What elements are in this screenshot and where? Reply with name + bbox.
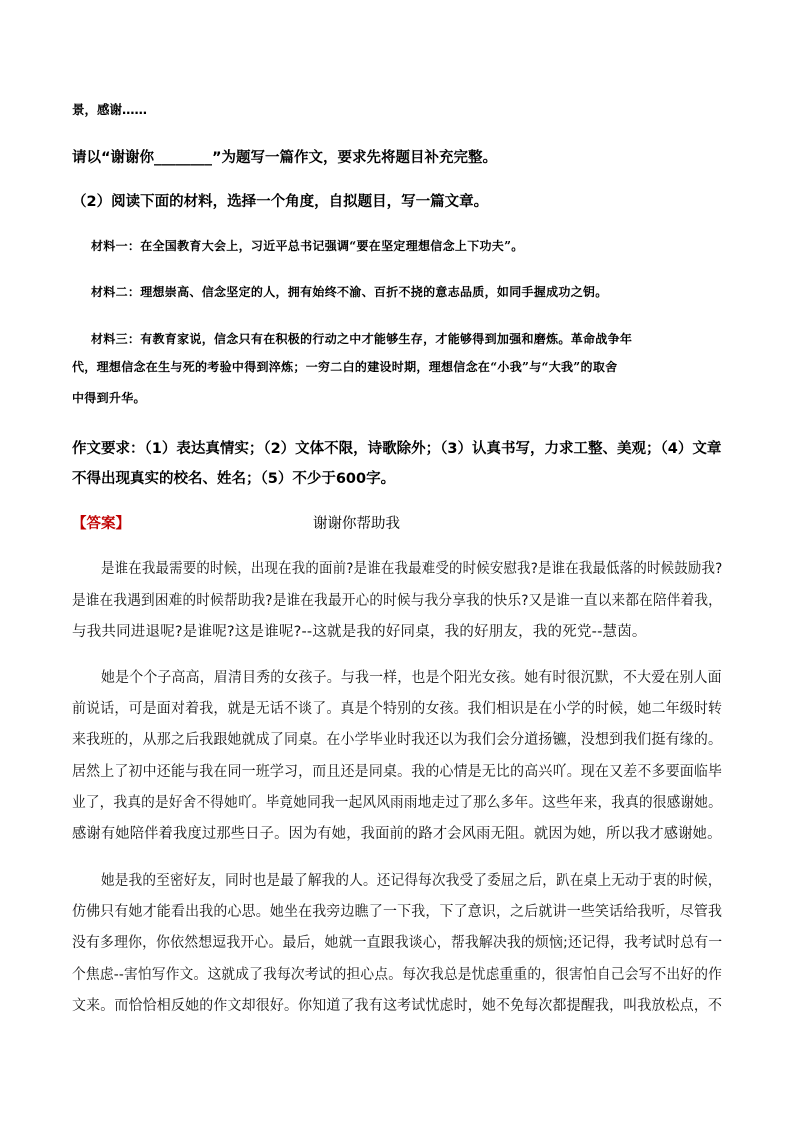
requirements-line-1: 作文要求：（1）表达真情实；（2）文体不限，诗歌除外；（3）认真书写，力求工整、美观；（4）文章 (72, 441, 722, 457)
material-3-line-2: 代，理想信念在生与死的考验中得到淬炼；一穷二白的建设时期，理想信念在“小我”与“大我”的取舍 (72, 360, 618, 374)
para3-line-2: 仿佛只有她才能看出我的心思。她坐在我旁边瞧了一下我，下了意识，之后就讲一些笑话给我听，尽管我 (72, 904, 723, 920)
para2-line-3: 来我班的，从那之后我跟她就成了同桌。在小学毕业时我还以为我们会分道扬镳，没想到我们挺有缘的。 (72, 732, 723, 748)
requirements-line-2: 不得出现真实的校名、姓名；（5）不少于600字。 (72, 471, 396, 487)
para3-line-3: 没有多理你，你依然想逗我开心。最后，她就一直跟我谈心，帮我解决我的烦恼;还记得，我考试时总有一 (72, 935, 723, 951)
para3-line-1: 她是我的至密好友，同时也是最了解我的人。还记得每次我受了委屈之后，趴在桌上无动于衷的时候， (101, 873, 722, 889)
para2-line-2: 前说话，可是面对着我，就是无话不谈了。真是个特别的女孩。我们相识是在小学的时候，她二年级时转 (72, 701, 723, 717)
para2-line-1: 她是个个子高高，眉清目秀的女孩子。与我一样，也是个阳光女孩。她有时很沉默，不大爱在别人面 (101, 670, 722, 686)
para2-line-5: 业了，我真的是好舍不得她吖。毕竟她同我一起风风雨雨地走过了那么多年。这些年来，我真的很感谢她。 (72, 795, 722, 811)
material-1: 材料一：在全国教育大会上，习近平总书记强调“要在坚定理想信念上下功夫”。 (91, 239, 524, 253)
prompt-1: 请以“谢谢你________”为题写一篇作文，要求先将题目补充完整。 (72, 150, 498, 166)
para3-line-5: 文来。而恰恰相反她的作文却很好。你知道了我有这考试忧虑时，她不免每次都提醒我，叫我放松点，不 (72, 998, 723, 1014)
para1-line-1: 是谁在我最需要的时候，出现在我的面前?是谁在我最难受的时候安慰我?是谁在我最低落的时候鼓励我? (101, 561, 723, 577)
intro-tail-text: 景，感谢…… (72, 102, 148, 117)
para3-line-4: 个焦虑--害怕写作文。这就成了我每次考试的担心点。每次我总是忧虑重重的，很害怕自己会写不出好的作 (72, 967, 723, 983)
material-3-line-3: 中得到升华。 (72, 391, 146, 405)
prompt-2: （2）阅读下面的材料，选择一个角度，自拟题目，写一篇文章。 (72, 194, 489, 210)
material-2: 材料二：理想崇高、信念坚定的人，拥有始终不渝、百折不挠的意志品质，如同手握成功之钥。 (91, 285, 608, 299)
para1-line-2: 是谁在我遇到困难的时候帮助我?是谁在我最开心的时候与我分享我的快乐?又是谁一直以来都在陪伴着我， (72, 593, 722, 609)
para2-line-6: 感谢有她陪伴着我度过那些日子。因为有她，我面前的路才会风雨无阻。就因为她，所以我才感谢她。 (72, 826, 722, 842)
para1-line-3: 与我共同进退呢?是谁呢?这是谁呢?--这就是我的好同桌，我的好朋友，我的死党--慧茵。 (72, 624, 647, 640)
material-3-line-1: 材料三：有教育家说，信念只有在积极的行动之中才能够生存，才能够得到加强和磨炼。革命战争年 (91, 332, 633, 346)
answer-tag: 【答案】 (72, 516, 130, 532)
para2-line-4: 居然上了初中还能与我在同一班学习，而且还是同桌。我的心情是无比的高兴吖。现在又差不多要面临毕 (72, 764, 723, 780)
essay-title: 谢谢你帮助我 (313, 516, 400, 532)
